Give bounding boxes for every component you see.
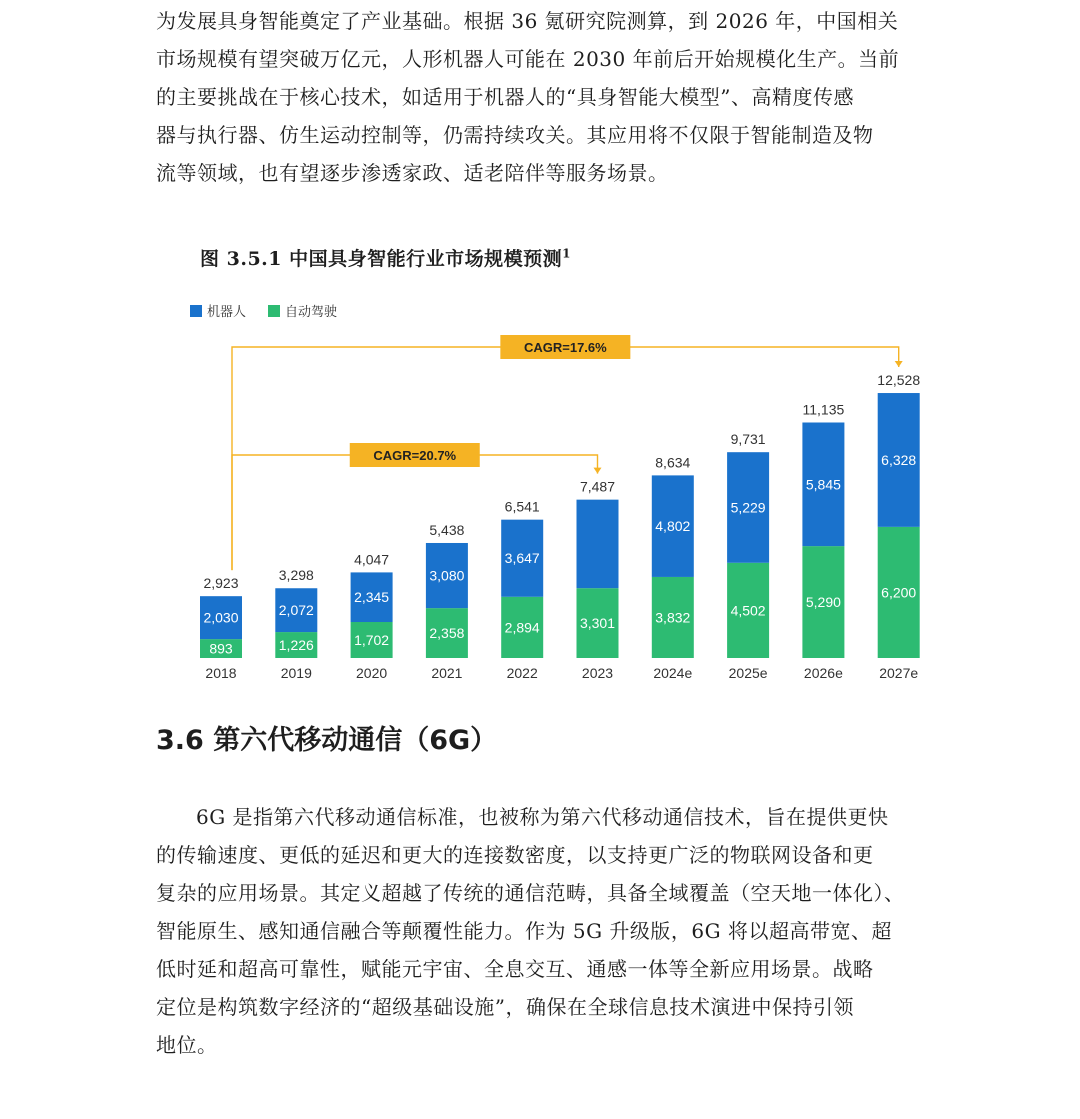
cagr-badge-label: CAGR=20.7% [373, 448, 457, 463]
bar-value-label: 5,845 [805, 476, 841, 493]
bar-value-label: 6,328 [881, 451, 917, 468]
bar-total-label: 11,135 [802, 401, 845, 418]
chart-bars [200, 393, 920, 658]
bar-value-label: 3,301 [579, 615, 616, 632]
cagr-bracket-line [232, 347, 899, 570]
bar-total-label: 3,298 [278, 567, 314, 584]
cagr-arrow-head [895, 361, 903, 367]
paragraph-line: 的主要挑战在于核心技术，如适用于机器人的“具身智能大模型”、高精度传感 [156, 85, 854, 109]
x-tick-label: 2026e [803, 665, 843, 681]
bar-value-label: 2,345 [354, 589, 390, 606]
bar-value-label: 4,802 [655, 518, 691, 535]
bar-total-label: 9,731 [730, 431, 766, 448]
legend-swatch [190, 305, 202, 317]
bar-value-label: 2,358 [429, 625, 465, 642]
x-tick-label: 2021 [431, 665, 463, 681]
legend-label: 自动驾驶 [285, 304, 338, 319]
bar-value-label: 2,030 [203, 609, 239, 626]
chart-legend [190, 304, 337, 319]
cagr-arrow-head [594, 468, 602, 474]
paragraph-line: 定位是构筑数字经济的“超级基础设施”，确保在全球信息技术演进中保持引领 [156, 995, 854, 1019]
paragraph-line: 智能原生、感知通信融合等颠覆性能力。作为 5G 升级版，6G 将以超高带宽、超 [156, 919, 892, 943]
paragraph-line: 为发展具身智能奠定了产业基础。根据 36 氪研究院测算，到 2026 年，中国相关 [156, 9, 899, 33]
bar-total-label: 12,528 [877, 372, 921, 389]
bar-total-label: 8,634 [655, 454, 691, 471]
bar-value-label: 3,080 [429, 567, 465, 584]
bar-total-label: 4,047 [354, 551, 390, 568]
bar-value-label: 1,226 [278, 637, 314, 654]
bar-total-label: 5,438 [429, 521, 465, 538]
bar-total-label: 7,487 [579, 478, 616, 495]
x-tick-label: 2020 [356, 665, 388, 681]
paragraph-line: 流等领域，也有望逐步渗透家政、适老陪伴等服务场景。 [156, 161, 669, 185]
cagr-badge-label: CAGR=17.6% [523, 340, 607, 355]
x-tick-label: 2018 [205, 665, 237, 681]
bar-total-label: 2,923 [203, 575, 239, 592]
bar-total-label: 6,541 [504, 498, 540, 515]
bar-value-label: 3,647 [504, 550, 540, 567]
paragraph-line: 的传输速度、更低的延迟和更大的连接数密度，以支持更广泛的物联网设备和更 [156, 843, 874, 867]
paragraph-line: 地位。 [156, 1033, 218, 1057]
bar-value-label: 3,832 [655, 609, 691, 626]
x-tick-label: 2019 [280, 665, 312, 681]
market-size-chart [0, 290, 1080, 690]
bar-value-label: 6,200 [881, 584, 917, 601]
legend-label: 机器人 [207, 304, 247, 319]
bar-value-label: 2,894 [504, 619, 540, 636]
paragraph-line: 器与执行器、仿生运动控制等，仍需持续攻关。其应用将不仅限于智能制造及物 [156, 123, 874, 147]
bar-value-label: 5,290 [805, 594, 841, 611]
cagr-annotations [232, 335, 903, 570]
paragraph-line: 6G 是指第六代移动通信标准，也被称为第六代移动通信技术，旨在提供更快 [196, 805, 889, 829]
bar-value-label: 5,229 [730, 499, 766, 516]
x-tick-label: 2025e [728, 665, 768, 681]
paragraph-embodied-ai [156, 2, 926, 192]
bar-value-label: 2,072 [278, 602, 314, 619]
x-tick-label: 2027e [879, 665, 919, 681]
bar-value-label: 4,502 [730, 602, 766, 619]
paragraph-line: 复杂的应用场景。其定义超越了传统的通信范畴，具备全域覆盖（空天地一体化）、 [156, 881, 905, 905]
x-tick-label: 2022 [506, 665, 538, 681]
figure-caption [200, 244, 571, 271]
x-tick-label: 2024e [653, 665, 693, 681]
paragraph-line: 市场规模有望突破万亿元，人形机器人可能在 2030 年前后开始规模化生产。当前 [156, 47, 900, 71]
bar-value-label: 1,702 [354, 632, 390, 649]
legend-swatch [268, 305, 280, 317]
footnote-marker: 1 [562, 246, 571, 261]
paragraph-6g [156, 798, 926, 1064]
bar-value-label: 893 [209, 640, 233, 657]
bar-robot-2023 [577, 500, 619, 589]
section-heading-6g: 3.6 第六代移动通信（6G） [156, 725, 498, 756]
figure-caption-text: 图 3.5.1 中国具身智能行业市场规模预测 [200, 248, 563, 270]
paragraph-line: 低时延和超高可靠性，赋能元宇宙、全息交互、通感一体等全新应用场景。战略 [156, 957, 874, 981]
x-tick-label: 2023 [581, 665, 614, 681]
